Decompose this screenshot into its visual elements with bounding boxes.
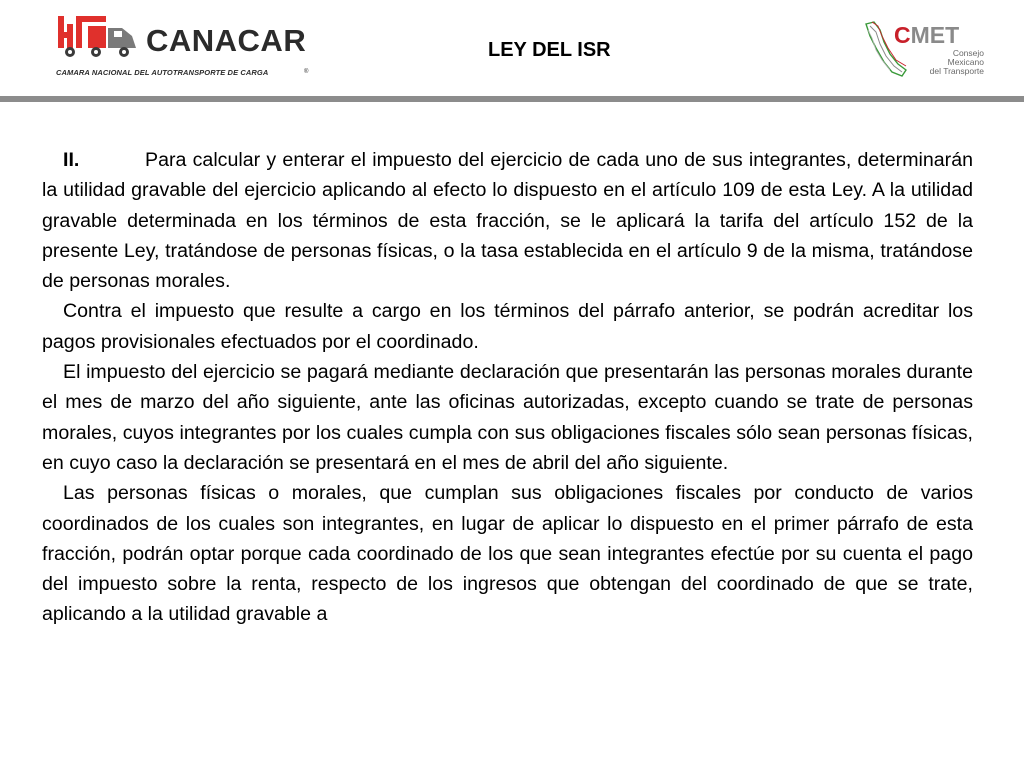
paragraph-text: Para calcular y enterar el impuesto del ejercicio de cada uno de sus integrantes, determinarán la utilidad gravable del ejercicio aplicando al efecto lo dispuesto en el artículo 109 de esta Ley. A la utilidad gravable determinada en los términos de esta fracción, se le aplicará la tarifa del artículo 152 de la presente Ley, tratándose de personas físicas, o la tasa establecida en el artículo 9 de la misma, tratándose de personas morales. [42, 149, 973, 293]
page-title: LEY DEL ISR [488, 39, 611, 61]
canacar-wordmark: CANACAR [146, 23, 307, 58]
cmet-subtitle-line: Mexicano [947, 57, 984, 67]
truck-icon [56, 14, 140, 66]
cmet-c-letter: C [894, 22, 911, 48]
cmet-logo [862, 18, 984, 84]
cmet-subtitle-line: Consejo [952, 48, 984, 58]
body-paragraph: Las personas físicas o morales, que cumplan sus obligaciones fiscales por conducto de varios coordinados de los cuales son integrantes, en lugar de aplicar lo dispuesto en el primer párrafo de esta fracción, podrán optar porque cada coordinado de los que sean integrantes efectúe por su cuenta el pago del impuesto sobre la renta, respecto de los ingresos que obtengan del coordinado de que se trate, aplicando a la utilidad gravable a [42, 482, 973, 626]
body-paragraph: Contra el impuesto que resulte a cargo en los términos del párrafo anterior, se podrán acreditar los pagos provisionales efectuados por el coordinado. [42, 300, 973, 353]
cmet-rest: MET [910, 22, 960, 48]
registered-mark: ® [304, 69, 309, 75]
cmet-subtitle [914, 49, 984, 76]
canacar-subtitle: CAMARA NACIONAL DEL AUTOTRANSPORTE DE CARGA [56, 68, 269, 77]
body-paragraph [42, 145, 973, 296]
document-body [42, 145, 973, 630]
cmet-subtitle-line: del Transporte [929, 66, 984, 76]
cmet-wordmark [894, 22, 959, 48]
slide-header [0, 0, 1024, 96]
body-paragraph: El impuesto del ejercicio se pagará mediante declaración que presentarán las personas morales durante el mes de marzo del año siguiente, ante las oficinas autorizadas, excepto cuando se trate de personas morales, cuyos integrantes por los cuales cumpla con sus obligaciones fiscales sólo sean personas físicas, en cuyo caso la declaración se presentará en el mes de abril del año siguiente. [42, 361, 973, 474]
fraction-numeral: II. [63, 149, 80, 171]
canacar-logo [56, 14, 318, 80]
header-divider [0, 96, 1024, 102]
